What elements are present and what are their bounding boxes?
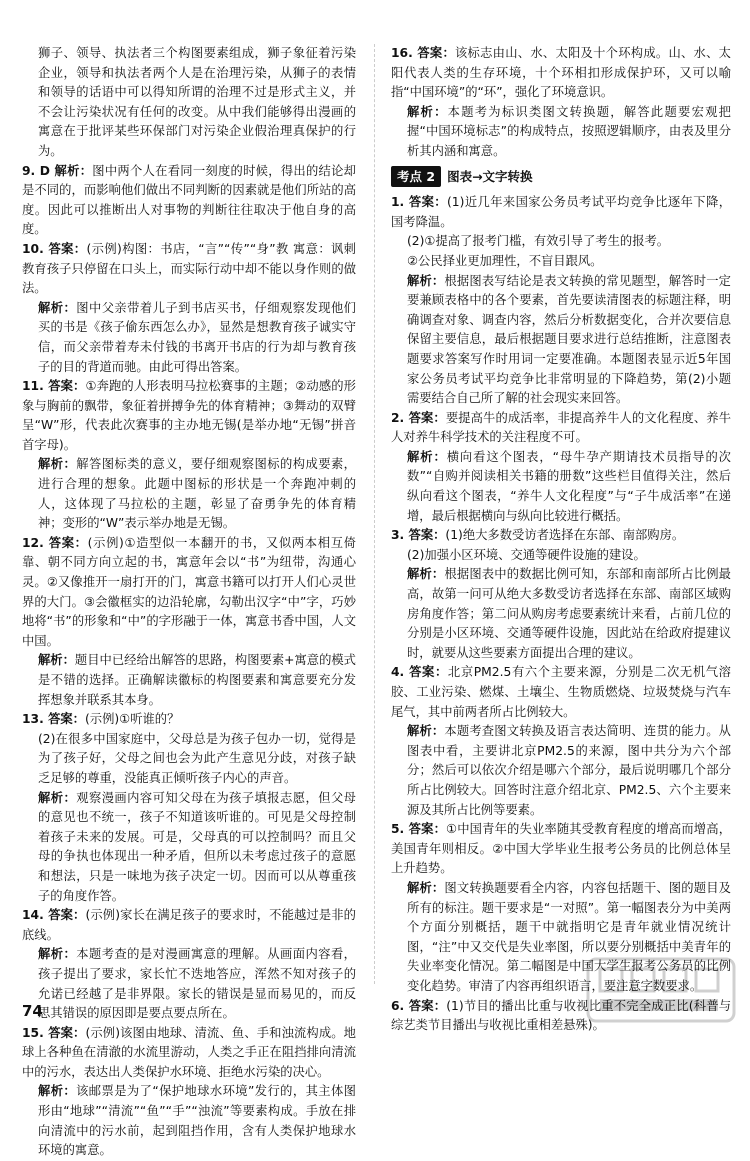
answer-label: 解析： bbox=[38, 1084, 77, 1099]
answer-label: 解析： bbox=[407, 724, 445, 739]
question-number: 11. bbox=[22, 379, 49, 394]
answer-label: 解析： bbox=[407, 880, 445, 895]
answer-text: 本题考查图文转换及语言表达简明、连贯的能力。从图表中看，主要讲北京PM2.5的来源，图中共分为六个部分；然后可以依次介绍是哪六个部分，最后说明哪几个部分所占比例较大。回答时注意介绍北京、PM2.5、六个主要来源及其所占比例等要素。 bbox=[407, 724, 731, 817]
answer-text: (示例)该图由地球、清流、鱼、手和浊流构成。地球上各种鱼在清澈的水流里游动，人类之手正在阻挡排向清流中的污水，表达出人类保护水环境、拒绝水污染的决心。 bbox=[22, 1025, 356, 1079]
answer-label: 解析： bbox=[407, 449, 447, 464]
answer-paragraph bbox=[391, 44, 731, 103]
answer-label: 答案： bbox=[48, 908, 86, 923]
answer-paragraph bbox=[22, 945, 356, 1023]
answer-text: (示例)①听谁的？ bbox=[84, 712, 180, 727]
answer-paragraph bbox=[22, 730, 356, 789]
question-number: 5. bbox=[391, 822, 409, 837]
question-number: 3. bbox=[391, 528, 409, 543]
answer-text: 本题考为标识类图文转换题，解答此题要宏观把握“中国环境标志”的构成特点，按照逻辑顺序，由表及里分析其内涵和寓意。 bbox=[407, 104, 731, 158]
answer-paragraph bbox=[391, 722, 731, 820]
answer-paragraph bbox=[22, 162, 356, 240]
answer-text: (示例)家长在满足孩子的要求时，不能越过是非的底线。 bbox=[22, 908, 356, 942]
page-number: 74 bbox=[22, 1002, 43, 1020]
answer-paragraph bbox=[22, 534, 356, 652]
answer-label: 答案： bbox=[409, 665, 448, 680]
question-number: 15. bbox=[22, 1025, 49, 1040]
answer-label: 解析： bbox=[38, 653, 75, 668]
question-number: 10. bbox=[22, 241, 49, 256]
answer-text: 解答图标类的意义，要仔细观察图标的构成要素，进行合理的想象。此题中图标的形状是一个奔跑冲刺的人，这体现了马拉松的主题，彰显了奋勇争先的体育精神；变形的“W”表示举办地是无锡。 bbox=[38, 457, 356, 531]
answer-paragraph bbox=[391, 103, 731, 162]
answer-paragraph bbox=[22, 1082, 356, 1160]
answer-text: 根据图表写结论是表文转换的常见题型，解答时一定要兼顾表格中的各个要素，首先要读清图表的标题注释，明确调查对象、调查内容，然后分析数据变化，合并次要信息保留主要信息，最后根据题目要求进行总结推断，注意图表题要求答案写作时用词一定要准确。本题图表显示近5年国家公务员考试平均竞争比非常明显的下降趋势，第(2)小题需要结合自己所了解的社会现实来回答。 bbox=[407, 273, 731, 406]
answer-paragraph bbox=[22, 710, 356, 730]
answer-text: 图中父亲带着儿子到书店买书，仔细观察发现他们买的书是《孩子偷东西怎么办》，显然是想教育孩子诚实守信，而父亲带着寿未付钱的书离开书店的行为却与教育孩子的目的背道而驰。由此可得出答案。 bbox=[38, 300, 356, 374]
answer-paragraph bbox=[22, 377, 356, 455]
answer-text: (1)节目的播出比重与收视比重不完全成正比(科普与综艺类节目播出与收视比重相差悬殊)。 bbox=[391, 998, 731, 1033]
watermark-logo bbox=[586, 957, 736, 1023]
section-badge: 考点 2 bbox=[391, 166, 441, 188]
answer-text: 北京PM2.5有六个主要来源，分别是二次无机气溶胶、工业污染、燃煤、土壤尘、生物质燃烧、垃圾焚烧与汽车尾气，其中前两者所占比例较大。 bbox=[391, 665, 731, 719]
answer-label: 答案： bbox=[48, 241, 87, 256]
answer-text: (示例)构图：书店，“言”“传”“身”教 寓意：讽刺教育孩子只停留在口头上，而实际行动中却不能以身作则的做法。 bbox=[22, 241, 356, 296]
answer-label: 解析： bbox=[38, 300, 77, 315]
answer-paragraph bbox=[391, 193, 731, 232]
answer-label: 解析： bbox=[407, 567, 445, 582]
answer-text: (示例)①造型似一本翻开的书，又似两本相互倚靠、朝不同方向立起的书，寓意年会以“书”为纽带，沟通心灵。②又像推开一扇打开的门，寓意书籍可以打开人们心灵世界的大门。③会徽框实的边沿轮廓，勾勒出汉字“中”字，巧妙地将“书”的形象和“中”的字形融于一体，寓意书香中国，人文中国。 bbox=[22, 535, 356, 648]
question-number: 13. bbox=[22, 712, 49, 727]
left-column bbox=[22, 44, 356, 1161]
answer-label: 答案： bbox=[408, 822, 447, 837]
question-number: 16. bbox=[391, 46, 418, 60]
answer-text: 要提高牛的成活率，非提高养牛人的文化程度、养牛人对养牛科学技术的关注程度不可。 bbox=[391, 410, 731, 445]
answer-text: 图文转换题要看全内容，内容包括题干、图的题目及所有的标注。题干要求是“一对照”。第一幅图表分为中美两个方面分别概括，题干中就指明它是青年就业情况统计图，“注”中又交代是失业率图，所以要分别概括中美青年的失业率变化情况。第二幅图是中国大学生报考公务员的比例变化趋势。审清了内容再组织语言，要注意字数要求。 bbox=[407, 880, 731, 993]
answer-label: 答案： bbox=[408, 410, 446, 425]
answer-paragraph bbox=[391, 448, 731, 526]
answer-paragraph bbox=[391, 526, 731, 546]
answer-paragraph bbox=[391, 546, 731, 566]
question-number: 1. bbox=[391, 195, 409, 210]
column-divider bbox=[374, 44, 375, 984]
answer-paragraph bbox=[22, 240, 356, 299]
answer-label: 答案： bbox=[48, 535, 88, 550]
answer-label: 解析： bbox=[407, 104, 448, 119]
question-number: 12. bbox=[22, 535, 49, 550]
answer-text: (2)在很多中国家庭中，父母总是为孩子包办一切，觉得是为了孩子好，父母之间也会为此产生意见分歧，对孩子缺乏足够的尊重，没能真正倾听孩子内心的声音。 bbox=[38, 731, 356, 785]
answer-text: 该标志由山、水、太阳及十个环构成。山、水、太阳代表人类的生存环境，十个环相扣形成保护环，又可以喻指“中国环境”的“环”，强化了环境意识。 bbox=[391, 46, 731, 100]
answer-text: ②公民择业更加理性，不盲目跟风。 bbox=[407, 253, 603, 268]
right-column bbox=[391, 44, 731, 1036]
answer-label: 解析： bbox=[54, 163, 93, 178]
answer-paragraph bbox=[391, 232, 731, 252]
answer-label: 解析： bbox=[38, 457, 77, 472]
answer-text: 观察漫画内容可知父母在为孩子填报志愿，但父母的意见也不统一，孩子不知道该听谁的。可见是父母控制着孩子未来的发展。可是，父母真的可以控制吗？而且父母的争执也体现出一种矛盾，但所以未考虑过孩子的意愿和想法，只是一味地为孩子决定一切。因而可以从尊重孩子的角度作答。 bbox=[38, 790, 356, 903]
question-number: 9. D bbox=[22, 163, 55, 178]
question-number: 6. bbox=[391, 998, 409, 1013]
answer-text: 横向看这个图表，“母牛孕产期请技术员指导的次数”“自购并阅读相关书籍的册数”这些栏目值得关注，然后纵向看这个图表，“养牛人文化程度”与“子牛成活率”在递增，最后根据横向与纵向比较进行概括。 bbox=[407, 449, 731, 523]
right-column-top bbox=[391, 44, 731, 162]
answer-text: 该邮票是为了“保护地球水环境”发行的，其主体图形由“地球”“清流”“鱼”“手”“浊流”等要素构成。手放在排向清流中的污水前，起到阻挡作用，含有人类保护地球水环境的寓意。 bbox=[38, 1084, 356, 1158]
answer-text: 本题考查的是对漫画寓意的理解。从画面内容看，孩子提出了要求，家长忙不迭地答应，浑然不知对孩子的允诺已经越了是非界限。家长的错误是显而易见的，而反思其错误的原因即是要点要点所在。 bbox=[38, 947, 356, 1021]
answer-paragraph bbox=[22, 789, 356, 907]
answer-paragraph bbox=[391, 663, 731, 722]
answer-label: 答案： bbox=[408, 528, 446, 543]
answer-text: ①奔跑的人形表明马拉松赛事的主题；②动感的形象与胸前的飘带，象征着拼搏争先的体育精神；③舞动的双臂呈“W”形，代表此次赛事的主办地无锡(是举办地“无锡”拼音首字母)。 bbox=[22, 379, 356, 452]
answer-text: 狮子、领导、执法者三个构图要素组成，狮子象征着污染企业，领导和执法者两个人是在治理污染，从狮子的表情和领导的话语中可以得知所谓的治理不过是形式主义，并不会让污染状况有任何的改变。从中我们能够得出漫画的寓意在于批评某些环保部门对污染企业假治理真保护的行为。 bbox=[38, 46, 356, 158]
question-number: 4. bbox=[391, 665, 410, 680]
answer-label: 解析： bbox=[38, 790, 77, 805]
answer-paragraph bbox=[391, 565, 731, 663]
answer-text: ①中国青年的失业率随其受教育程度的增高而增高，美国青年则相反。②中国大学毕业生报考公务员的比例总体呈上升趋势。 bbox=[391, 822, 731, 876]
answer-text: 图中两个人在看同一刻度的时候，得出的结论却是不同的，而影响他们做出不同判断的因素就是他们所站的高度。因此可以推断出人对事物的判断往往取决于他自身的高度。 bbox=[22, 163, 356, 237]
answer-label: 解析： bbox=[38, 947, 77, 962]
answer-paragraph bbox=[22, 906, 356, 945]
question-number: 14. bbox=[22, 908, 49, 923]
answer-paragraph bbox=[22, 299, 356, 377]
answer-text: 根据图表中的数据比例可知，东部和南部所占比例最高，故第一问可从绝大多数受访者选择在东部、南部区域购房角度作答；第二问从购房考虑要素统计来看，占前几位的分别是小区环境、交通等硬件设施，因此站在给政府提建议时，就要从这些要素方面提出合理的建议。 bbox=[407, 567, 731, 660]
answer-paragraph bbox=[22, 44, 356, 162]
answer-paragraph bbox=[391, 252, 731, 272]
answer-label: 答案： bbox=[48, 379, 86, 394]
answer-text: (2)加强小区环境、交通等硬件设施的建设。 bbox=[407, 547, 646, 562]
answer-label: 解析： bbox=[407, 273, 445, 288]
answer-paragraph bbox=[22, 651, 356, 710]
answer-label: 答案： bbox=[408, 195, 447, 210]
answer-text: (2)①提高了报考门槛，有效引导了考生的报考。 bbox=[407, 234, 670, 249]
right-column-bottom bbox=[391, 193, 731, 1036]
answer-label: 答案： bbox=[417, 46, 455, 60]
answer-paragraph bbox=[391, 272, 731, 409]
section-heading bbox=[391, 166, 731, 188]
question-number: 2. bbox=[391, 410, 409, 425]
answer-text: (1)近几年来国家公务员考试平均竞争比逐年下降，国考降温。 bbox=[391, 195, 731, 229]
answer-text: 题目中已经给出解答的思路，构图要素+寓意的模式是不错的选择。正确解读徽标的构图要素和寓意要充分发挥想象并联系其本身。 bbox=[38, 653, 356, 707]
answer-label: 答案： bbox=[408, 998, 447, 1013]
answer-paragraph bbox=[22, 1024, 356, 1083]
answer-label: 答案： bbox=[48, 1025, 86, 1040]
section-title: 图表→文字转换 bbox=[447, 168, 533, 184]
answer-paragraph bbox=[391, 820, 731, 879]
answer-paragraph bbox=[22, 455, 356, 533]
answer-text: (1)绝大多数受访者选择在东部、南部购房。 bbox=[445, 528, 685, 543]
answer-label: 答案： bbox=[48, 712, 85, 727]
answer-paragraph bbox=[391, 409, 731, 448]
